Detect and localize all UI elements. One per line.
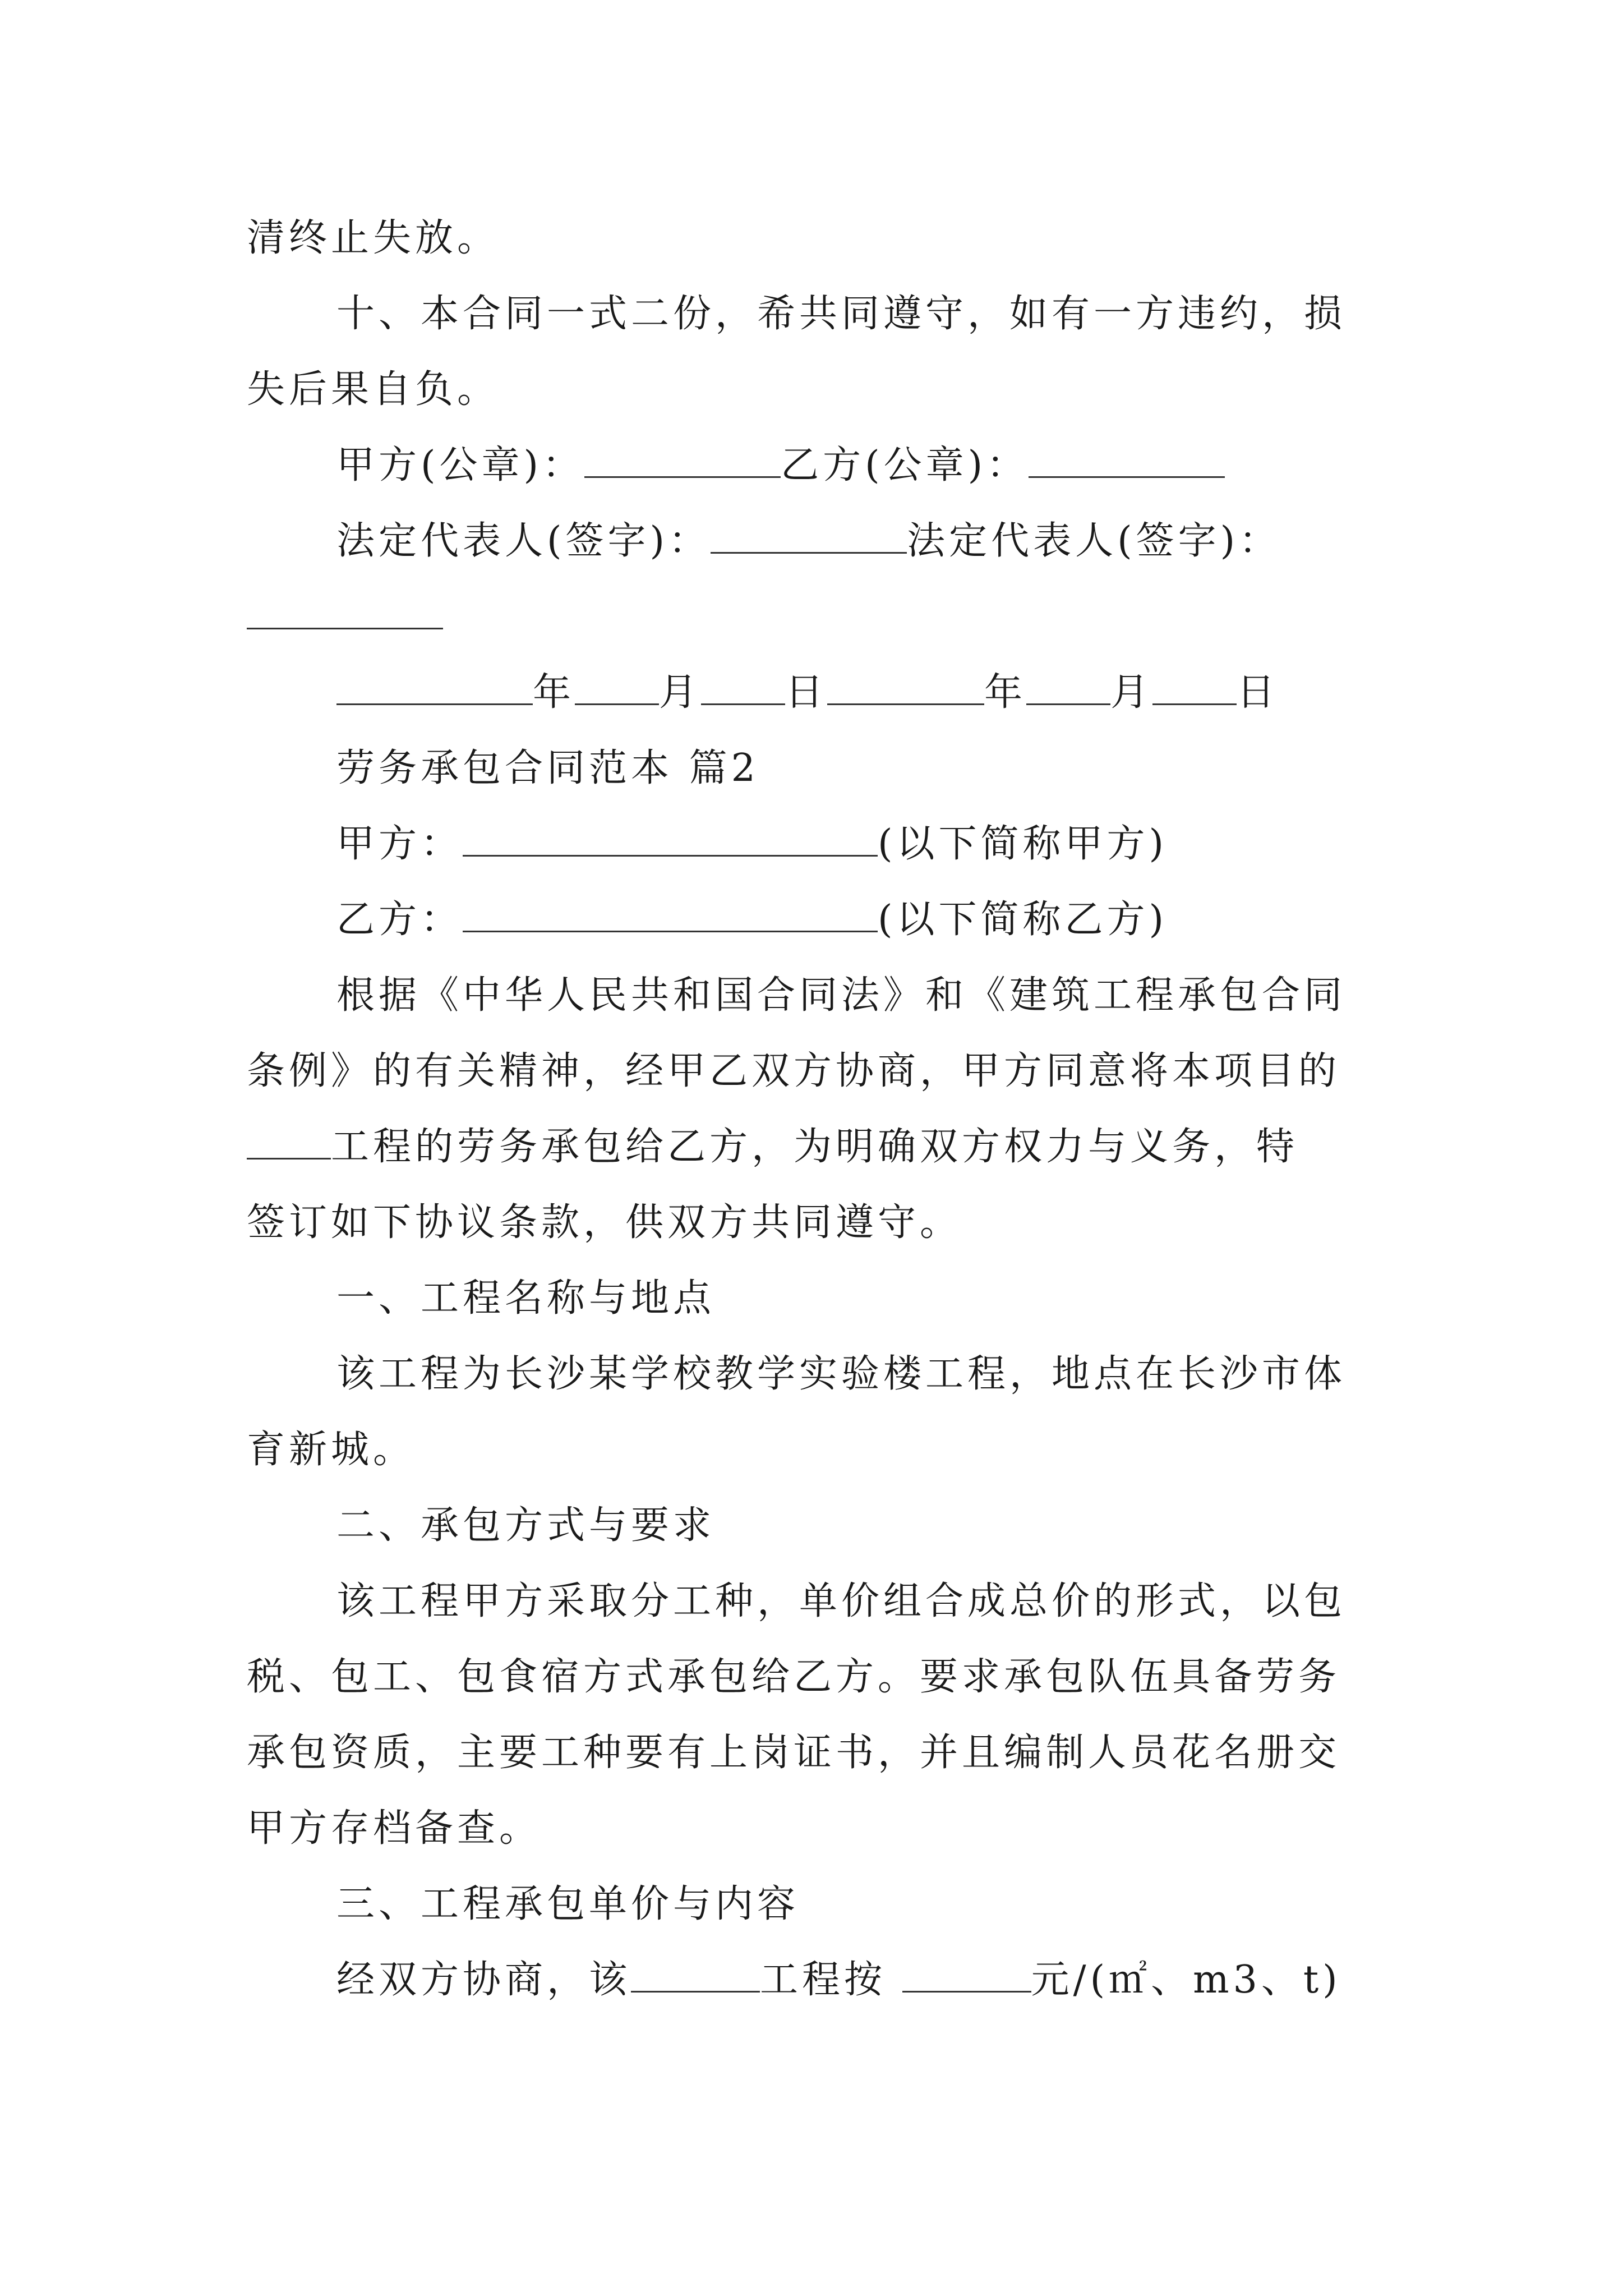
party-a-blank bbox=[463, 820, 878, 857]
para-2-line-1: 该工程为长沙某学校教学实验楼工程，地点在长沙市体 bbox=[336, 1352, 1347, 1396]
para-3-line-4: 甲方存档备查。 bbox=[247, 1806, 542, 1851]
party-a-rep-blank bbox=[711, 517, 907, 554]
date-a-year: 年 bbox=[533, 670, 575, 715]
party-b-line bbox=[336, 892, 1168, 948]
party-a-line bbox=[336, 816, 1168, 872]
para-3-line-1: 该工程甲方采取分工种，单价组合成总价的形式，以包 bbox=[336, 1579, 1347, 1623]
para-3-line-3: 承包资质，主要工种要有上岗证书，并且编制人员花名册交 bbox=[247, 1731, 1341, 1775]
para-3-line-2: 税、包工、包食宿方式承包给乙方。要求承包队伍具备劳务 bbox=[247, 1655, 1341, 1699]
heading-1: 一、工程名称与地点 bbox=[336, 1276, 716, 1320]
para-1-line-3 bbox=[247, 1119, 1298, 1175]
party-a-rep-label: 法定代表人(签字)： bbox=[336, 519, 711, 563]
date-a-year-blank bbox=[336, 669, 533, 705]
heading-2: 二、承包方式与要求 bbox=[336, 1503, 716, 1548]
project-name-blank bbox=[247, 1123, 331, 1159]
date-a-day: 日 bbox=[785, 670, 828, 715]
party-b-seal-blank bbox=[1029, 441, 1225, 478]
party-b-rep-label: 法定代表人(签字)： bbox=[907, 519, 1281, 563]
party-a-seal-label: 甲方(公章)： bbox=[336, 443, 585, 487]
clause-ten-line-2: 失后果自负。 bbox=[247, 367, 500, 412]
clause-ten-line-1: 十、本合同一式二份，希共同遵守，如有一方违约，损 bbox=[336, 292, 1347, 336]
para-1-line-1: 根据《中华人民共和国合同法》和《建筑工程承包合同 bbox=[336, 973, 1347, 1018]
para-4-line-1 bbox=[336, 1952, 1341, 2008]
work-type-blank bbox=[631, 1956, 760, 1993]
date-b-month-blank bbox=[1026, 669, 1110, 705]
para-1-line-4: 签订如下协议条款，供双方共同遵守。 bbox=[247, 1200, 962, 1245]
representative-line bbox=[336, 513, 1281, 569]
date-line bbox=[336, 665, 1279, 721]
party-b-note: (以下简称乙方) bbox=[878, 898, 1168, 942]
para-2-line-2: 育新城。 bbox=[247, 1428, 416, 1472]
date-a-month: 月 bbox=[659, 670, 702, 715]
date-b-day-blank bbox=[1152, 669, 1237, 705]
party-b-label: 乙方： bbox=[336, 898, 463, 942]
date-b-day: 日 bbox=[1237, 670, 1279, 715]
party-b-rep-blank bbox=[247, 593, 443, 629]
party-b-seal-label: 乙方(公章)： bbox=[781, 443, 1029, 487]
para-4-text-c: 元/(㎡、m3、t) bbox=[1031, 1958, 1341, 2002]
party-a-label: 甲方： bbox=[336, 822, 463, 866]
para-1-line-3-text: 工程的劳务承包给乙方，为明确双方权力与义务，特 bbox=[331, 1125, 1299, 1169]
party-b-rep-blank-line bbox=[247, 589, 443, 645]
date-b-month: 月 bbox=[1110, 670, 1153, 715]
party-b-blank bbox=[463, 896, 878, 932]
date-a-month-blank bbox=[575, 669, 659, 705]
date-b-year-blank bbox=[827, 669, 984, 705]
party-a-note: (以下简称甲方) bbox=[878, 822, 1168, 866]
text-line-1: 清终止失放。 bbox=[247, 216, 500, 260]
date-b-year: 年 bbox=[984, 670, 1027, 715]
party-a-seal-blank bbox=[584, 441, 781, 478]
heading-3: 三、工程承包单价与内容 bbox=[336, 1882, 800, 1926]
para-4-text-b: 工程按 bbox=[760, 1958, 887, 2002]
para-4-text-a: 经双方协商，该 bbox=[336, 1958, 631, 2002]
seal-line bbox=[336, 438, 1225, 494]
section-title: 劳务承包合同范本 篇2 bbox=[336, 746, 759, 790]
para-1-line-2: 条例》的有关精神，经甲乙双方协商，甲方同意将本项目的 bbox=[247, 1049, 1341, 1093]
unit-price-blank bbox=[902, 1956, 1031, 1993]
date-a-day-blank bbox=[701, 669, 785, 705]
